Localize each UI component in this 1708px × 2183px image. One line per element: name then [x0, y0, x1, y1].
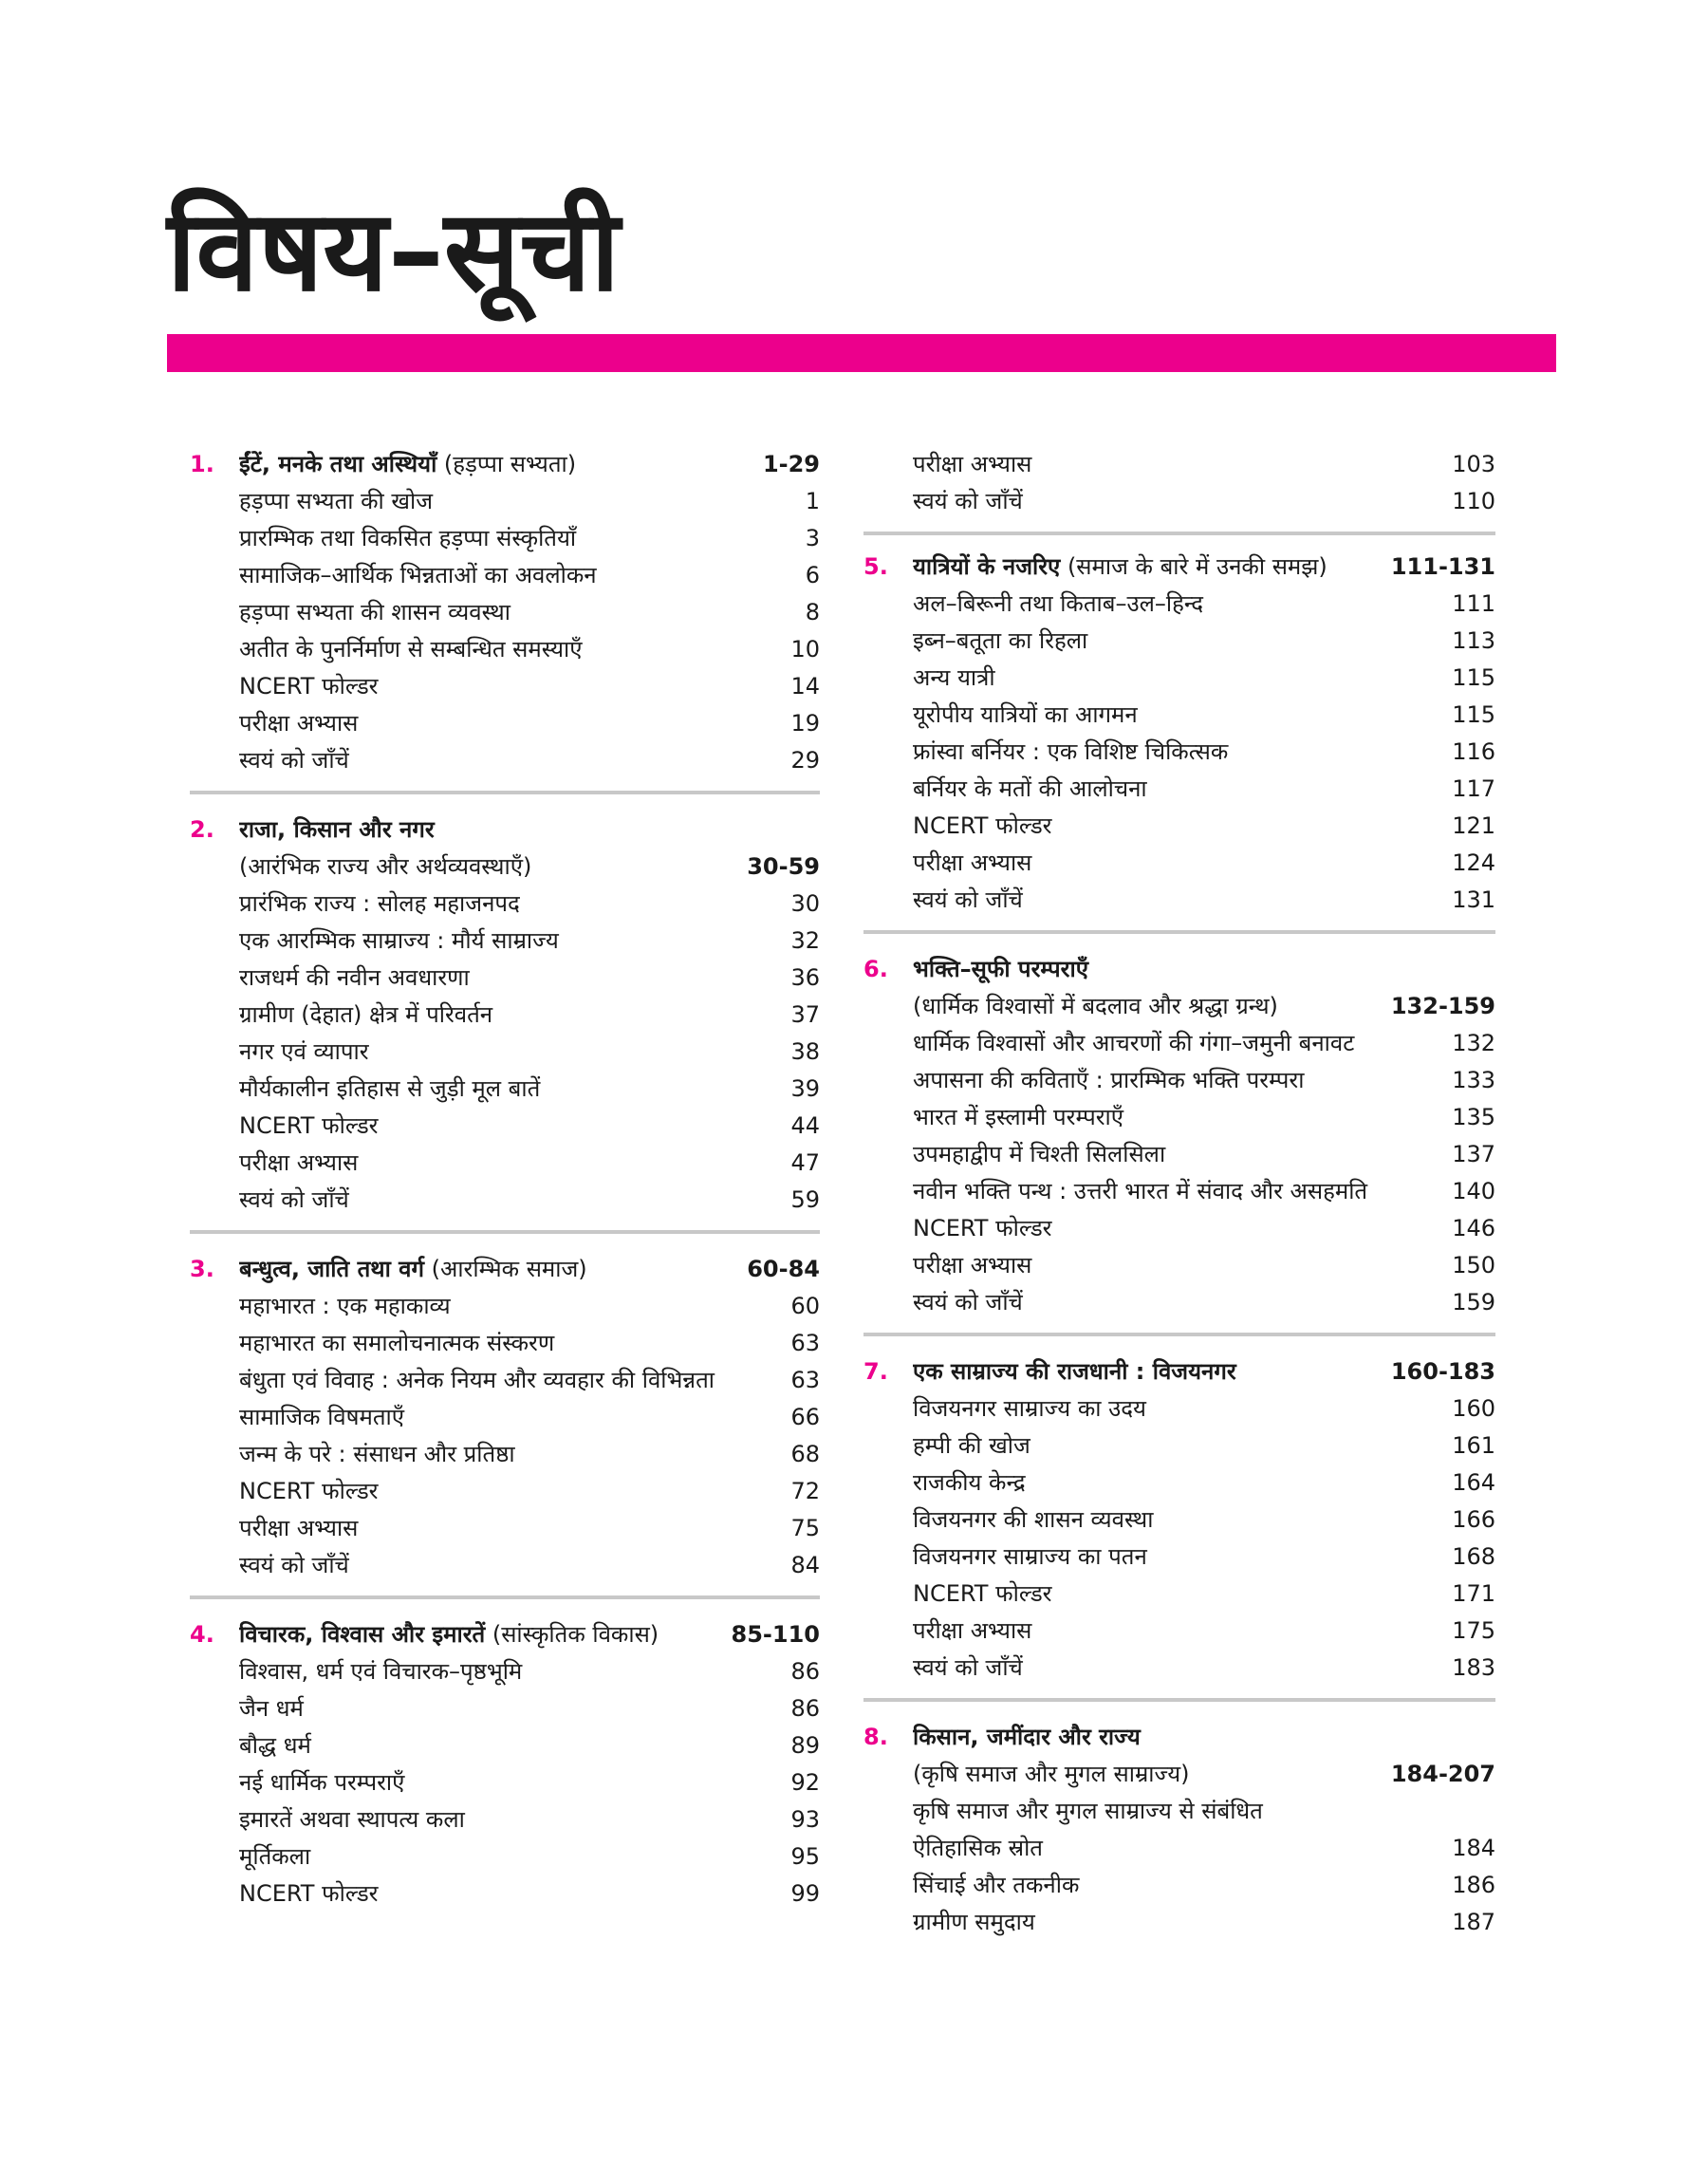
chapter-title-main: बन्धुत्व, जाति तथा वर्ग: [239, 1256, 425, 1282]
toc-entry[interactable]: [190, 1436, 820, 1473]
chapter-title-sub: (सांस्कृतिक विकास): [485, 1621, 659, 1648]
toc-entry-page: 86: [790, 1695, 820, 1722]
chapter-number: 1.: [190, 451, 214, 477]
toc-entry-label: परीक्षा अभ्यास: [239, 1149, 359, 1176]
toc-entry-page: 95: [790, 1843, 820, 1870]
toc-entry-page: 115: [1452, 701, 1495, 728]
toc-entry[interactable]: [863, 1099, 1495, 1136]
toc-entry-page: 86: [790, 1658, 820, 1685]
chapter-title-main: राजा, किसान और नगर: [239, 816, 435, 843]
toc-entry-page: 3: [805, 525, 820, 551]
toc-entry[interactable]: [190, 1764, 820, 1801]
chapter-title-main: ईंटें, मनके तथा अस्थियाँ: [239, 451, 437, 477]
toc-entry-page: 183: [1452, 1654, 1495, 1681]
toc-entry-page: 30: [790, 890, 820, 917]
toc-entry-page: 38: [790, 1038, 820, 1065]
toc-entry-label: अतीत के पुनर्निर्माण से सम्बन्धित समस्याएँ: [239, 636, 583, 662]
toc-entry-label: राजधर्म की नवीन अवधारणा: [239, 964, 470, 991]
toc-entry-label: बौद्ध धर्म: [239, 1732, 311, 1759]
toc-entry-page: 164: [1452, 1469, 1495, 1496]
chapter-section: [190, 1251, 820, 1599]
chapter-title: [913, 1353, 1410, 1390]
toc-entry-page: 159: [1452, 1289, 1495, 1315]
toc-entry[interactable]: [190, 1547, 820, 1584]
toc-entry[interactable]: [863, 1613, 1495, 1650]
toc-entry[interactable]: [190, 1071, 820, 1108]
toc-entry-label: भारत में इस्लामी परम्पराएँ: [913, 1104, 1124, 1130]
toc-entry[interactable]: [863, 1210, 1495, 1247]
toc-left-column: [190, 446, 820, 1941]
toc-right-column: [863, 446, 1495, 1969]
toc-entry[interactable]: [190, 1325, 820, 1362]
toc-entry-label: नगर एवं व्यापार: [239, 1038, 369, 1065]
chapter-section: [863, 549, 1495, 934]
toc-entry[interactable]: [863, 623, 1495, 660]
toc-entry[interactable]: [190, 886, 820, 923]
toc-entry[interactable]: [863, 697, 1495, 734]
chapter-section: [190, 446, 820, 794]
toc-entry[interactable]: [863, 1576, 1495, 1613]
toc-entry-page: 99: [790, 1880, 820, 1907]
toc-entry-label: NCERT फोल्डर: [913, 812, 1052, 839]
chapter-number: 8.: [863, 1724, 888, 1750]
toc-entry-label: उपमहाद्वीप में चिश्ती सिलसिला: [913, 1141, 1166, 1167]
toc-entry-label: बर्नियर के मतों की आलोचना: [913, 775, 1147, 802]
chapter-title-main: विचारक, विश्वास और इमारतें: [239, 1621, 486, 1648]
toc-entry[interactable]: [863, 1793, 1495, 1830]
chapter-page-range: 60-84: [747, 1256, 820, 1282]
toc-entry-label: नई धार्मिक परम्पराएँ: [239, 1769, 405, 1796]
toc-entry[interactable]: [190, 1034, 820, 1071]
chapter-title-sub: (आरम्भिक समाज): [424, 1256, 587, 1282]
toc-entry-label: परीक्षा अभ्यास: [239, 710, 359, 737]
page-title: विषय–सूची: [167, 185, 621, 316]
toc-entry[interactable]: [190, 1653, 820, 1690]
toc-entry[interactable]: [190, 1108, 820, 1145]
chapter-subtitle: [863, 988, 1495, 1025]
toc-entry-page: 72: [790, 1478, 820, 1504]
toc-entry-page: 150: [1452, 1252, 1495, 1278]
chapter-heading[interactable]: [863, 549, 1495, 586]
toc-entry-page: 29: [790, 747, 820, 774]
toc-entry[interactable]: [863, 1284, 1495, 1321]
toc-entry-page: 10: [790, 636, 820, 662]
toc-entry[interactable]: [863, 1502, 1495, 1539]
chapter-title: [913, 549, 1410, 586]
chapter-page-range: 1-29: [762, 451, 820, 477]
toc-entry[interactable]: [190, 1875, 820, 1912]
toc-entry[interactable]: [190, 1145, 820, 1182]
toc-entry-page: 117: [1452, 775, 1495, 802]
toc-entry-page: 37: [790, 1001, 820, 1028]
toc-entry-label: स्वयं को जाँचें: [913, 488, 1023, 514]
toc-entry-page: 110: [1452, 488, 1495, 514]
toc-entry[interactable]: [863, 586, 1495, 623]
toc-entry-page: 6: [805, 562, 820, 588]
toc-entry-label: हड़प्पा सभ्यता की खोज: [239, 488, 434, 514]
chapter-section: [190, 1616, 820, 1924]
toc-entry-label: महाभारत का समालोचनात्मक संस्करण: [239, 1330, 555, 1356]
chapter-number: 4.: [190, 1621, 214, 1648]
toc-entry-label: स्वयं को जाँचें: [913, 1654, 1023, 1681]
toc-entry-page: 63: [790, 1330, 820, 1356]
toc-entry-label: सिंचाई और तकनीक: [913, 1872, 1080, 1898]
toc-entry-page: 60: [790, 1293, 820, 1319]
toc-entry-label: मौर्यकालीन इतिहास से जुड़ी मूल बातें: [239, 1075, 541, 1102]
toc-entry[interactable]: [863, 1465, 1495, 1502]
toc-entry-page: 166: [1452, 1506, 1495, 1533]
toc-entry-page: 131: [1452, 886, 1495, 913]
chapter-page-range: 160-183: [1390, 1358, 1495, 1385]
chapter-title-main: एक साम्राज्य की राजधानी : विजयनगर: [913, 1358, 1236, 1385]
toc-entry-label: ऐतिहासिक स्रोत: [913, 1835, 1043, 1861]
toc-entry-label: हम्पी की खोज: [913, 1432, 1030, 1459]
toc-entry[interactable]: [190, 1288, 820, 1325]
toc-entry-label: विजयनगर साम्राज्य का उदय: [913, 1395, 1146, 1422]
toc-entry-page: 160: [1452, 1395, 1495, 1422]
toc-entry-page: 135: [1452, 1104, 1495, 1130]
chapter-number: 2.: [190, 816, 214, 843]
toc-entry[interactable]: [190, 631, 820, 668]
toc-entry-label: एक आरम्भिक साम्राज्य : मौर्य साम्राज्य: [239, 927, 559, 954]
toc-entry-label: जैन धर्म: [239, 1695, 304, 1722]
toc-entry[interactable]: [190, 1473, 820, 1510]
toc-entry-page: 111: [1452, 590, 1495, 617]
toc-entry[interactable]: [863, 845, 1495, 882]
toc-entry[interactable]: [863, 660, 1495, 697]
toc-entry-page: 113: [1452, 627, 1495, 654]
toc-entry-label: अपासना की कविताएँ : प्रारम्भिक भक्ति परम्परा: [913, 1067, 1305, 1093]
toc-entry-label: विजयनगर साम्राज्य का पतन: [913, 1543, 1147, 1570]
chapter-number: 7.: [863, 1358, 888, 1385]
chapter-title: [913, 951, 1495, 988]
toc-entry-label: सामाजिक विषमताएँ: [239, 1404, 405, 1430]
toc-entry-label: फ्रांस्वा बर्नियर : एक विशिष्ट चिकित्सक: [913, 738, 1229, 765]
toc-entry-label: परीक्षा अभ्यास: [913, 1252, 1032, 1278]
toc-entry[interactable]: [190, 1690, 820, 1727]
toc-entry[interactable]: [863, 771, 1495, 808]
toc-entry-page: 186: [1452, 1872, 1495, 1898]
toc-entry-page: 32: [790, 927, 820, 954]
chapter-section: [190, 812, 820, 1234]
toc-entry[interactable]: [863, 1427, 1495, 1465]
toc-entry-label: जन्म के परे : संसाधन और प्रतिष्ठा: [239, 1441, 515, 1467]
toc-entry-page: 14: [790, 673, 820, 700]
chapter-title-main: किसान, जमींदार और राज्य: [913, 1724, 1141, 1750]
toc-entry-label: नवीन भक्ति पन्थ : उत्तरी भारत में संवाद और असहमति: [913, 1178, 1368, 1204]
toc-entry[interactable]: [190, 1801, 820, 1838]
toc-entry-label: अन्य यात्री: [913, 664, 995, 691]
toc-entry-label: इब्न–बतूता का रिहला: [913, 627, 1088, 654]
toc-entry[interactable]: [863, 734, 1495, 771]
toc-entry-label: प्रारम्भिक तथा विकसित हड़प्पा संस्कृतियाँ: [239, 525, 577, 551]
toc-entry-page: 140: [1452, 1178, 1495, 1204]
toc-entry[interactable]: [190, 960, 820, 997]
toc-entry-label: परीक्षा अभ्यास: [239, 1515, 359, 1541]
toc-entry-label: स्वयं को जाँचें: [913, 1289, 1023, 1315]
toc-entry-label: विश्वास, धर्म एवं विचारक–पृष्ठभूमि: [239, 1658, 523, 1685]
continued-section: [863, 446, 1495, 535]
toc-entry[interactable]: [190, 1399, 820, 1436]
chapter-number: 5.: [863, 553, 888, 580]
toc-entry-page: 59: [790, 1186, 820, 1213]
toc-entry[interactable]: [190, 1182, 820, 1219]
toc-entry-label: मूर्तिकला: [239, 1843, 311, 1870]
chapter-page-range: 30-59: [747, 853, 820, 880]
chapter-heading[interactable]: [190, 446, 820, 483]
chapter-subtitle-text: (आरंभिक राज्य और अर्थव्यवस्थाएँ): [239, 853, 532, 880]
chapter-title-sub: (हड़प्पा सभ्यता): [436, 451, 577, 477]
toc-entry-label: स्वयं को जाँचें: [239, 1552, 349, 1578]
toc-entry-label: अल–बिरूनी तथा किताब–उल–हिन्द: [913, 590, 1203, 617]
toc-entry[interactable]: [863, 1062, 1495, 1099]
toc-entry-page: 93: [790, 1806, 820, 1833]
toc-entry[interactable]: [863, 1390, 1495, 1427]
toc-entry-page: 75: [790, 1515, 820, 1541]
toc-entry-label: धार्मिक विश्वासों और आचरणों की गंगा–जमुनी बनावट: [913, 1030, 1355, 1056]
chapter-heading[interactable]: [863, 1719, 1495, 1756]
toc-entry-page: 103: [1452, 451, 1495, 477]
toc-entry-label: स्वयं को जाँचें: [239, 1186, 349, 1213]
toc-entry-page: 92: [790, 1769, 820, 1796]
chapter-title-main: भक्ति–सूफी परम्पराएँ: [913, 956, 1088, 982]
toc-entry-page: 84: [790, 1552, 820, 1578]
chapter-page-range: 111-131: [1390, 553, 1495, 580]
chapter-section: [863, 951, 1495, 1336]
toc-entry[interactable]: [863, 483, 1495, 520]
toc-entry[interactable]: [190, 668, 820, 705]
toc-entry-label: NCERT फोल्डर: [239, 673, 379, 700]
chapter-page-range: 85-110: [731, 1621, 820, 1648]
toc-entry[interactable]: [190, 483, 820, 520]
toc-entry-page: 171: [1452, 1580, 1495, 1607]
toc-entry[interactable]: [863, 446, 1495, 483]
toc-entry-label: ग्रामीण समुदाय: [913, 1909, 1035, 1935]
toc-entry-label: परीक्षा अभ्यास: [913, 849, 1032, 876]
toc-entry-page: 115: [1452, 664, 1495, 691]
toc-entry[interactable]: [863, 1539, 1495, 1576]
toc-entry-label: स्वयं को जाँचें: [913, 886, 1023, 913]
toc-entry[interactable]: [190, 520, 820, 557]
chapter-title: [239, 1251, 734, 1288]
toc-entry[interactable]: [863, 1173, 1495, 1210]
toc-entry-label: राजकीय केन्द्र: [913, 1469, 1026, 1496]
toc-entry-page: 168: [1452, 1543, 1495, 1570]
toc-entry-label: NCERT फोल्डर: [239, 1880, 379, 1907]
toc-entry-label: यूरोपीय यात्रियों का आगमन: [913, 701, 1138, 728]
chapter-number: 3.: [190, 1256, 214, 1282]
toc-entry[interactable]: [190, 1510, 820, 1547]
toc-entry[interactable]: [863, 1136, 1495, 1173]
toc-entry[interactable]: [863, 1025, 1495, 1062]
chapter-page-range: 184-207: [1390, 1761, 1495, 1787]
chapter-title-main: यात्रियों के नजरिए: [913, 553, 1061, 580]
toc-entry-label: NCERT फोल्डर: [239, 1112, 379, 1139]
toc-entry-page: 137: [1452, 1141, 1495, 1167]
toc-entry[interactable]: [190, 705, 820, 742]
toc-entry-label: महाभारत : एक महाकाव्य: [239, 1293, 451, 1319]
toc-entry-page: 89: [790, 1732, 820, 1759]
toc-entry[interactable]: [863, 1247, 1495, 1284]
chapter-title: [239, 1616, 734, 1653]
toc-entry-page: 19: [790, 710, 820, 737]
toc-entry[interactable]: [190, 923, 820, 960]
toc-entry-page: 36: [790, 964, 820, 991]
toc-entry-label: NCERT फोल्डर: [913, 1580, 1052, 1607]
toc-entry-label: NCERT फोल्डर: [913, 1215, 1052, 1241]
chapter-subtitle-text: (कृषि समाज और मुगल साम्राज्य): [913, 1761, 1190, 1787]
toc-entry[interactable]: [190, 997, 820, 1034]
chapter-subtitle-text: (धार्मिक विश्वासों में बदलाव और श्रद्धा ग्रन्थ): [913, 993, 1278, 1019]
toc-entry-label: स्वयं को जाँचें: [239, 747, 349, 774]
toc-entry-page: 66: [790, 1404, 820, 1430]
toc-entry-label: ग्रामीण (देहात) क्षेत्र में परिवर्तन: [239, 1001, 493, 1028]
toc-entry[interactable]: [863, 808, 1495, 845]
toc-entry-page: 39: [790, 1075, 820, 1102]
title-accent-bar: [167, 334, 1556, 372]
toc-entry-page: 68: [790, 1441, 820, 1467]
chapter-subtitle: [190, 849, 820, 886]
chapter-page-range: 132-159: [1390, 993, 1495, 1019]
chapter-heading[interactable]: [190, 1616, 820, 1653]
toc-entry-page: 146: [1452, 1215, 1495, 1241]
toc-entry[interactable]: [190, 557, 820, 594]
toc-entry[interactable]: [190, 1727, 820, 1764]
toc-entry-page: 1: [805, 488, 820, 514]
toc-entry-label: इमारतें अथवा स्थापत्य कला: [239, 1806, 465, 1833]
chapter-title: [239, 812, 820, 849]
toc-entry[interactable]: [863, 1904, 1495, 1941]
toc-entry-page: 175: [1452, 1617, 1495, 1644]
toc-entry-page: 132: [1452, 1030, 1495, 1056]
toc-entry-label: विजयनगर की शासन व्यवस्था: [913, 1506, 1154, 1533]
toc-entry-label: हड़प्पा सभ्यता की शासन व्यवस्था: [239, 599, 511, 625]
chapter-subtitle: [863, 1756, 1495, 1793]
toc-entry-page: 161: [1452, 1432, 1495, 1459]
toc-entry-label: प्रारंभिक राज्य : सोलह महाजनपद: [239, 890, 520, 917]
toc-entry-page: 63: [790, 1367, 820, 1393]
chapter-title: [239, 446, 734, 483]
toc-entry-label: सामाजिक–आर्थिक भिन्नताओं का अवलोकन: [239, 562, 597, 588]
toc-entry-label: NCERT फोल्डर: [239, 1478, 379, 1504]
toc-entry-page: 133: [1452, 1067, 1495, 1093]
toc-entry[interactable]: [863, 1650, 1495, 1687]
toc-entry-label: बंधुता एवं विवाह : अनेक नियम और व्यवहार की विभिन्नता: [239, 1367, 715, 1393]
chapter-number: 6.: [863, 956, 888, 982]
toc-entry[interactable]: [190, 1838, 820, 1875]
toc-entry[interactable]: [863, 1830, 1495, 1867]
chapter-heading[interactable]: [190, 1251, 820, 1288]
chapter-heading[interactable]: [863, 951, 1495, 988]
toc-entry[interactable]: [863, 1867, 1495, 1904]
toc-entry-page: 8: [805, 599, 820, 625]
toc-entry[interactable]: [190, 1362, 820, 1399]
chapter-title: [913, 1719, 1495, 1756]
toc-entry-page: 124: [1452, 849, 1495, 876]
chapter-section: [863, 1719, 1495, 1952]
toc-entry-label: कृषि समाज और मुगल साम्राज्य से संबंधित: [913, 1798, 1263, 1824]
toc-entry-label: परीक्षा अभ्यास: [913, 451, 1032, 477]
toc-entry-page: 184: [1452, 1835, 1495, 1861]
chapter-heading[interactable]: [190, 812, 820, 849]
toc-entry[interactable]: [863, 882, 1495, 919]
toc-entry[interactable]: [190, 742, 820, 779]
toc-entry[interactable]: [190, 594, 820, 631]
chapter-title-sub: (समाज के बारे में उनकी समझ): [1060, 553, 1327, 580]
chapter-heading[interactable]: [863, 1353, 1495, 1390]
toc-entry-label: परीक्षा अभ्यास: [913, 1617, 1032, 1644]
chapter-section: [863, 1353, 1495, 1702]
toc-entry-page: 187: [1452, 1909, 1495, 1935]
toc-entry-page: 116: [1452, 738, 1495, 765]
toc-entry-page: 44: [790, 1112, 820, 1139]
toc-entry-page: 121: [1452, 812, 1495, 839]
toc-entry-page: 47: [790, 1149, 820, 1176]
